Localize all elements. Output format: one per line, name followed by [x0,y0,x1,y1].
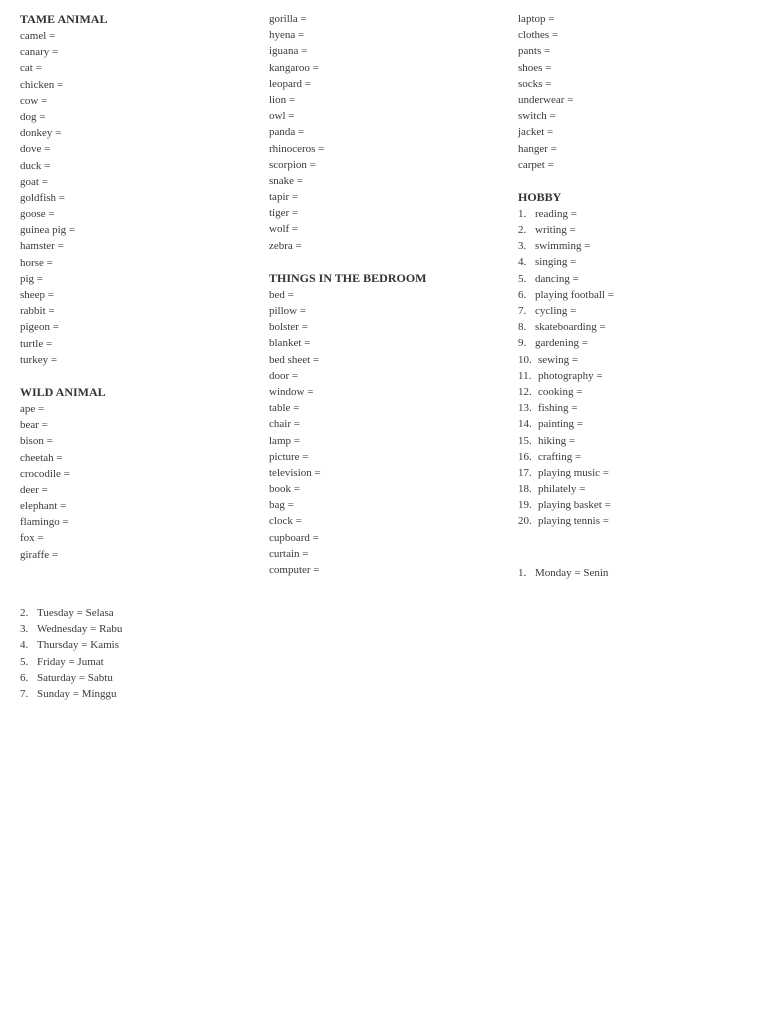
bedroom-item: underwear = [518,93,574,106]
bedroom-item: bed = [269,288,294,301]
tame-animal-item: donkey = [20,127,62,140]
item-text: cooking = [538,385,583,398]
wild-animal-heading: WILD ANIMAL [20,384,106,399]
column-1 [20,11,260,563]
hobby-item [518,238,758,254]
bedroom-item: window = [269,385,314,398]
item-number: 10. [518,353,532,366]
hobby-item [518,400,758,416]
bedroom-item: chair = [269,418,300,431]
item-text: hiking = [538,434,576,447]
wild-animal-item: ape = [20,402,45,415]
item-number: 5. [20,655,29,668]
bedroom-item: curtain = [269,547,309,560]
item-text: Wednesday = Rabu [37,623,123,636]
item-text: playing tennis = [538,515,609,528]
hobby-item [518,335,758,351]
wild-animal-item: crocodile = [20,467,70,480]
wild-animal-list-continued [269,11,509,254]
item-number: 19. [518,499,532,512]
day-item [20,605,260,621]
wild-animal-item: iguana = [269,45,308,58]
wild-animal-item: wolf = [269,223,299,236]
bedroom-list [269,287,509,578]
tame-animal-item: pigeon = [20,321,59,334]
wild-animal-item: bison = [20,435,53,448]
item-text: skateboarding = [535,321,606,334]
hobby-item [518,433,758,449]
item-number: 11. [518,369,532,382]
bedroom-item: picture = [269,450,309,463]
bedroom-item: door = [269,369,299,382]
wild-animal-item: hyena = [269,29,305,42]
tame-animal-item: turkey = [20,353,58,366]
bedroom-item: bag = [269,499,294,512]
wild-animal-item: deer = [20,483,48,496]
item-text: philately = [538,483,586,496]
item-number: 6. [20,671,29,684]
bedroom-item: book = [269,483,300,496]
day-item [20,621,260,637]
item-number: 5. [518,272,527,285]
bedroom-item: carpet = [518,158,554,171]
item-number: 17. [518,466,532,479]
item-text: Thursday = Kamis [37,639,119,652]
item-number: 8. [518,321,527,334]
hobby-item [518,271,758,287]
wild-animal-item: fox = [20,532,44,545]
item-text: painting = [538,418,584,431]
bedroom-heading: THINGS IN THE BEDROOM [269,270,427,285]
wild-animal-item: lion = [269,93,296,106]
tame-animal-item: cat = [20,62,42,75]
wild-animal-item: panda = [269,126,305,139]
item-text: fishing = [538,402,578,415]
tame-animal-item: canary = [20,46,59,59]
day-item: 1. Monday = Senin [518,567,609,579]
tame-animal-item: sheep = [20,289,54,301]
item-number: 7. [518,305,527,317]
bedroom-item: table = [269,402,300,415]
item-text: cycling = [535,305,577,317]
hobby-item [518,416,758,432]
item-text: dancing = [535,272,579,285]
bedroom-item: jacket = [518,126,554,139]
item-number: 7. [20,687,29,700]
item-number: 18. [518,483,532,496]
item-text: Sunday = Minggu [37,687,117,700]
item-text: sewing = [538,353,579,366]
wild-animal-item: gorilla = [269,13,307,25]
bedroom-item: shoes = [518,61,552,74]
wild-animal-item: snake = [269,174,303,187]
tame-animal-item: turtle = [20,337,53,350]
tame-animal-item: goose = [20,208,55,221]
tame-animal-item: dove = [20,143,51,156]
hobby-item [518,384,758,400]
tame-animal-item: cow = [20,94,48,107]
monday-line [518,565,758,581]
tame-animal-item: rabbit = [20,305,55,318]
bedroom-item: pants = [518,45,551,58]
item-number: 1. [518,207,527,220]
hobby-item [518,449,758,465]
wild-animal-item: zebra = [269,239,302,252]
item-number: 16. [518,450,532,463]
hobby-item [518,254,758,270]
bedroom-item: hanger = [518,142,557,155]
tame-animal-item: chicken = [20,78,64,91]
wild-animal-item: cheetah = [20,451,63,464]
hobby-item [518,206,758,222]
bedroom-item: computer = [269,564,320,576]
hobby-item [518,368,758,384]
hobby-item [518,497,758,513]
item-text: reading = [535,207,577,220]
item-text: Friday = Jumat [37,655,104,668]
tame-animal-list [20,28,260,368]
item-number: 4. [20,639,29,652]
bedroom-item: switch = [518,110,556,123]
tame-animal-item: horse = [20,256,53,269]
hobby-item [518,513,758,529]
item-text: playing basket = [538,499,611,512]
wild-animal-item: owl = [269,110,295,123]
bedroom-item: pillow = [269,305,307,317]
day-item [20,670,260,686]
day-item [20,686,260,702]
bedroom-item: blanket = [269,337,311,350]
wild-animal-item: kangaroo = [269,61,319,74]
item-number: 13. [518,402,532,415]
wild-animal-item: rhinoceros = [269,142,325,155]
wild-animal-item: giraffe = [20,548,59,561]
hobby-list [518,206,758,530]
wild-animal-item: leopard = [269,77,311,90]
bedroom-item: television = [269,466,321,479]
bedroom-item: clock = [269,515,302,528]
item-text: gardening = [535,337,588,350]
wild-animal-item: elephant = [20,500,67,513]
item-number: 2. [518,224,527,237]
item-text: swimming = [535,240,591,253]
item-number: 4. [518,256,527,269]
column-2 [269,11,509,578]
item-number: 9. [518,337,527,350]
item-number: 12. [518,385,532,398]
bedroom-item: cupboard = [269,531,319,544]
item-text: playing music = [538,466,609,479]
item-number: 20. [518,515,532,528]
bedroom-item: lamp = [269,434,300,447]
item-text: crafting = [538,450,582,463]
hobby-item [518,222,758,238]
hobby-item [518,287,758,303]
tame-animal-item: goat = [20,175,48,188]
wild-animal-item: tiger = [269,207,299,220]
days-list-container [20,605,260,702]
wild-animal-item: tapir = [269,191,299,204]
tame-animal-item: dog = [20,110,46,123]
tame-animal-item: pig = [20,272,44,285]
day-item [20,654,260,670]
bedroom-list-continued [518,11,758,173]
column-3 [518,11,758,530]
bedroom-item: bed sheet = [269,353,320,366]
tame-animal-heading: TAME ANIMAL [20,12,108,26]
day-item [20,637,260,653]
item-number: 3. [20,623,29,636]
hobby-item [518,319,758,335]
tame-animal-item: goldfish = [20,191,66,204]
item-number: 14. [518,418,532,431]
bedroom-item: socks = [518,77,552,90]
hobby-item [518,303,758,319]
hobby-item [518,352,758,368]
bedroom-item: laptop = [518,13,555,25]
tame-animal-item: duck = [20,159,51,172]
item-text: photography = [538,369,603,382]
item-text: singing = [535,256,577,269]
bedroom-item: clothes = [518,29,559,42]
item-number: 6. [518,288,527,301]
item-number: 2. [20,607,29,619]
item-text: playing football = [535,288,614,301]
bedroom-item: bolster = [269,321,308,334]
wild-animal-list [20,401,260,563]
wild-animal-item: scorpion = [269,158,316,171]
hobby-item [518,465,758,481]
hobby-item [518,481,758,497]
wild-animal-item: bear = [20,419,48,432]
item-number: 15. [518,434,532,447]
days-list [20,605,260,702]
wild-animal-item: flamingo = [20,516,69,529]
hobby-heading: HOBBY [518,189,562,204]
item-text: writing = [535,224,576,237]
tame-animal-item: guinea pig = [20,224,76,237]
item-number: 3. [518,240,527,253]
item-text: Saturday = Sabtu [37,671,113,684]
tame-animal-item: hamster = [20,240,64,253]
tame-animal-item: camel = [20,30,56,42]
item-text: Tuesday = Selasa [37,607,114,619]
